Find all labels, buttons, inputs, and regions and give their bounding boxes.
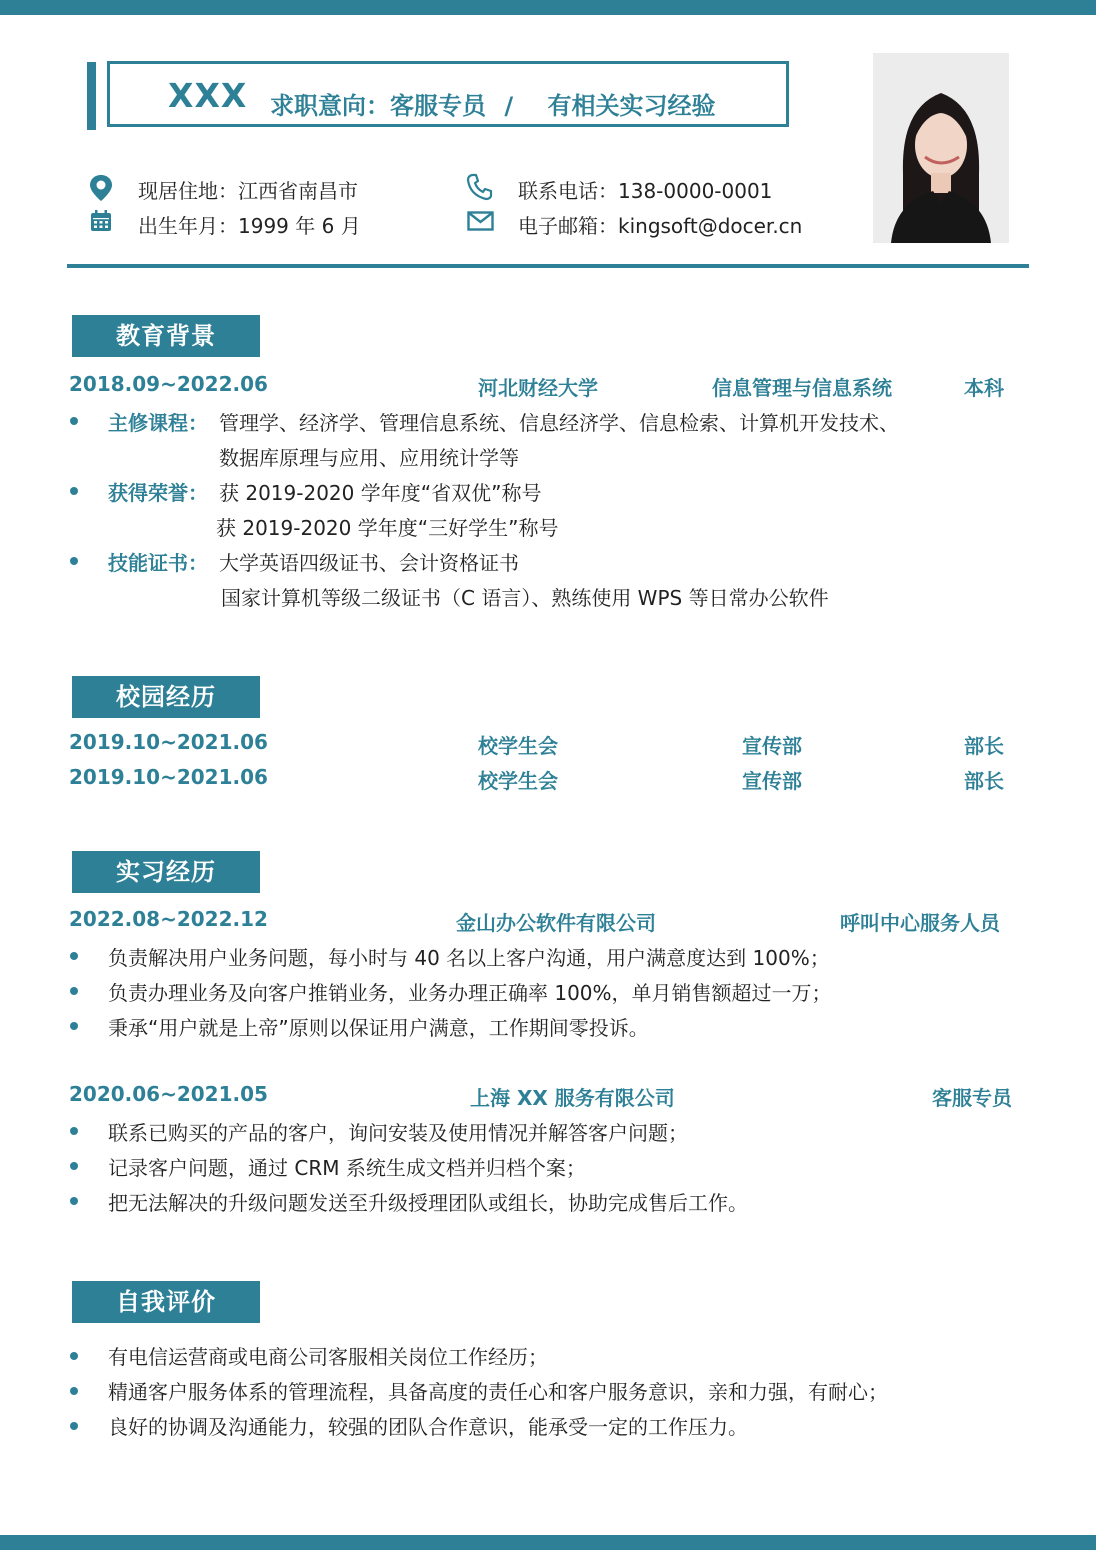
bullet-dot	[70, 1197, 78, 1205]
self-eval-bullet: 良好的协调及沟通能力，较强的团队合作意识，能承受一定的工作压力。	[108, 1415, 748, 1439]
job-bullet: 记录客户问题，通过 CRM 系统生成文档并归档个案；	[108, 1156, 586, 1180]
job-bullet: 负责办理业务及向客户推销业务，业务办理正确率 100%，单月销售额超过一万；	[108, 981, 832, 1005]
certificates-line-2: 国家计算机等级二级证书（C 语言）、熟练使用 WPS 等日常办公软件	[221, 586, 829, 610]
email: 电子邮箱：kingsoft@docer.cn	[518, 214, 803, 238]
certificates-line-1: 大学英语四级证书、会计资格证书	[219, 551, 519, 575]
title-box	[107, 61, 789, 127]
location-pin-icon	[89, 174, 113, 202]
honors-line-1: 获 2019-2020 学年度“省双优”称号	[219, 481, 542, 505]
bullet-dot	[70, 487, 78, 495]
campus-period: 2019.10~2021.06	[69, 765, 268, 789]
experience-note: 有相关实习经验	[547, 92, 716, 120]
mail-icon	[467, 211, 494, 231]
bullet-dot	[70, 1162, 78, 1170]
self-eval-bullet: 有电信运营商或电商公司客服相关岗位工作经历；	[108, 1345, 548, 1369]
bottom-bar	[0, 1535, 1096, 1550]
job-bullet: 秉承“用户就是上帝”原则以保证用户满意，工作期间零投诉。	[108, 1016, 649, 1040]
bullet-dot	[70, 417, 78, 425]
education-major: 信息管理与信息系统	[712, 376, 892, 400]
profile-photo	[873, 53, 1009, 243]
section-title-self-evaluation: 自我评价	[72, 1281, 260, 1323]
calendar-icon	[90, 210, 112, 232]
campus-role: 部长	[964, 734, 1004, 758]
job-company: 金山办公软件有限公司	[456, 911, 656, 935]
candidate-name: XXX	[168, 76, 248, 115]
job-intent	[270, 86, 725, 121]
intent-slash: /	[504, 92, 514, 120]
job-bullet: 负责解决用户业务问题，每小时与 40 名以上客户沟通，用户满意度达到 100%；	[108, 946, 830, 970]
courses-label: 主修课程：	[108, 411, 208, 435]
honors-line-2: 获 2019-2020 学年度“三好学生”称号	[216, 516, 559, 540]
title-accent-bar	[87, 62, 96, 130]
bullet-dot	[70, 557, 78, 565]
bullet-dot	[70, 952, 78, 960]
campus-dept: 宣传部	[742, 734, 802, 758]
job-bullet: 联系已购买的产品的客户，询问安装及使用情况并解答客户问题；	[108, 1121, 688, 1145]
job-bullet: 把无法解决的升级问题发送至升级授理团队或组长，协助完成售后工作。	[108, 1191, 748, 1215]
bullet-dot	[70, 1422, 78, 1430]
bullet-dot	[70, 1352, 78, 1360]
job-role: 呼叫中心服务人员	[840, 911, 1000, 935]
job-intent-label: 求职意向：客服专员	[270, 92, 486, 120]
campus-org: 校学生会	[478, 734, 558, 758]
top-bar	[0, 0, 1096, 15]
phone-icon	[466, 173, 494, 201]
bullet-dot	[70, 1022, 78, 1030]
birth-date: 出生年月：1999 年 6 月	[138, 214, 361, 238]
job-period: 2022.08~2022.12	[69, 907, 268, 931]
bullet-dot	[70, 1127, 78, 1135]
self-eval-bullet: 精通客户服务体系的管理流程，具备高度的责任心和客户服务意识，亲和力强，有耐心；	[108, 1380, 888, 1404]
job-period: 2020.06~2021.05	[69, 1082, 268, 1106]
campus-role: 部长	[964, 769, 1004, 793]
phone-number: 联系电话：138-0000-0001	[518, 179, 773, 203]
section-title-campus: 校园经历	[72, 676, 260, 718]
bullet-dot	[70, 987, 78, 995]
section-title-internship: 实习经历	[72, 851, 260, 893]
courses-line-1: 管理学、经济学、管理信息系统、信息经济学、信息检索、计算机开发技术、	[219, 411, 899, 435]
section-title-education: 教育背景	[72, 315, 260, 357]
education-degree: 本科	[964, 376, 1004, 400]
campus-dept: 宣传部	[742, 769, 802, 793]
certificates-label: 技能证书：	[108, 551, 208, 575]
residence: 现居住地：江西省南昌市	[138, 179, 358, 203]
header-divider	[67, 264, 1029, 268]
bullet-dot	[70, 1387, 78, 1395]
campus-period: 2019.10~2021.06	[69, 730, 268, 754]
job-role: 客服专员	[932, 1086, 1012, 1110]
education-school: 河北财经大学	[478, 376, 598, 400]
campus-org: 校学生会	[478, 769, 558, 793]
education-period: 2018.09~2022.06	[69, 372, 268, 396]
courses-line-2: 数据库原理与应用、应用统计学等	[219, 446, 519, 470]
job-company: 上海 XX 服务有限公司	[470, 1086, 675, 1110]
honors-label: 获得荣誉：	[108, 481, 208, 505]
